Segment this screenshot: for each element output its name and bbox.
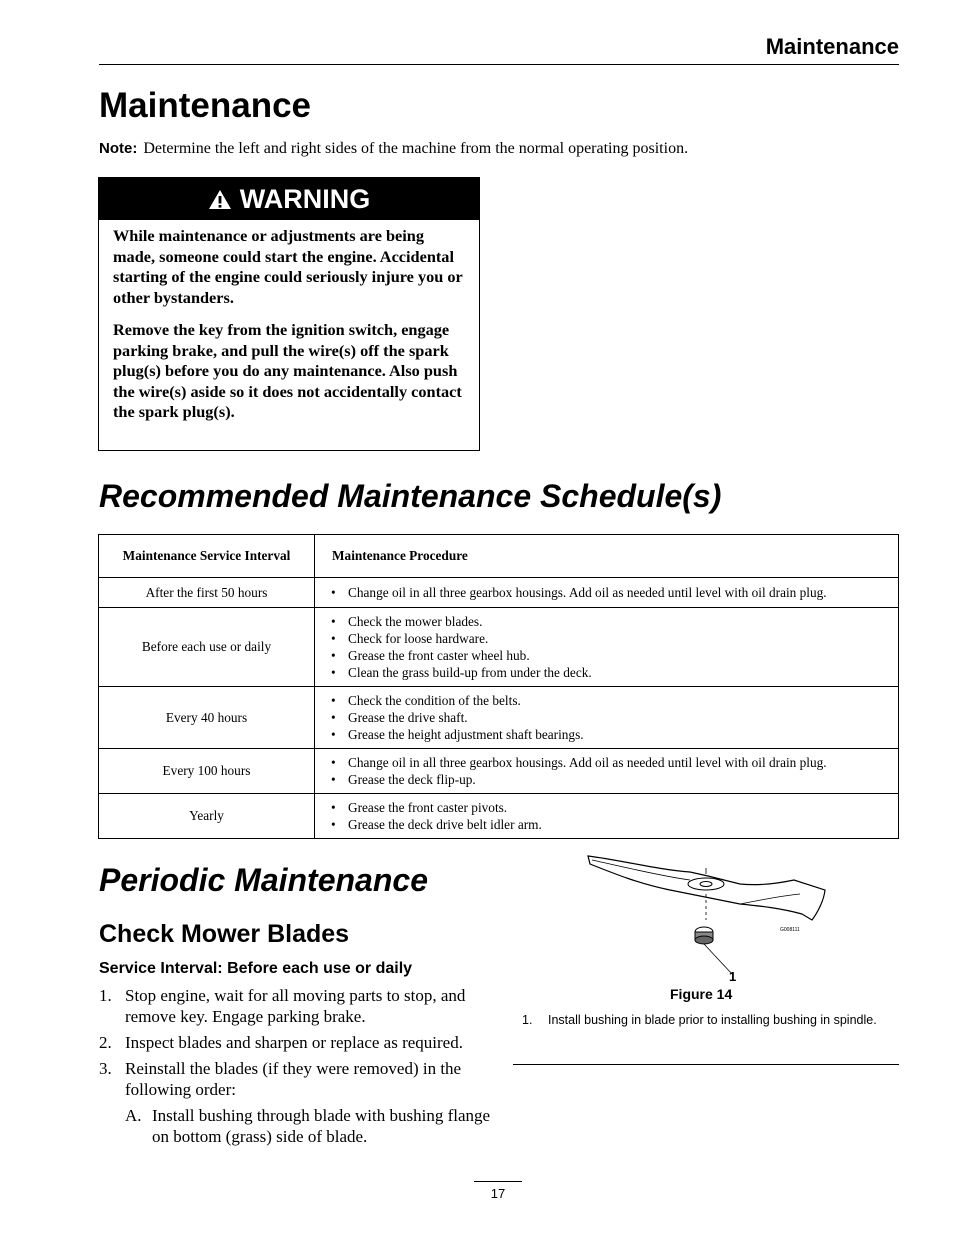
step-number: 2.: [99, 1033, 112, 1052]
art-code: G008111: [780, 927, 800, 933]
warning-paragraph: Remove the key from the ignition switch, engage parking brake, and pull the wire(s) off the spark plug(s) before you do any maintenance. Also push the wire(s) aside so it does not accidentally contact the spark plug(s).: [113, 320, 462, 421]
warning-title: WARNING: [239, 183, 371, 214]
page-number: 17: [490, 1186, 506, 1201]
step-number: 3.: [99, 1059, 112, 1078]
procedure-item: • Check the mower blades.: [331, 613, 892, 630]
interval-cell: Yearly: [99, 794, 315, 839]
column-header-procedure: Maintenance Procedure: [315, 535, 899, 578]
procedure-item: • Change oil in all three gearbox housings. Add oil as needed until level with oil drain plug.: [331, 584, 892, 601]
procedure-cell: [315, 687, 899, 749]
procedure-cell: [315, 794, 899, 839]
table-row: [99, 749, 899, 794]
procedure-item: • Change oil in all three gearbox housings. Add oil as needed until level with oil drain plug.: [331, 754, 892, 771]
header-rule: [99, 64, 899, 65]
figure-callout: 1: [729, 969, 737, 984]
check-mower-blades-heading: Check Mower Blades: [99, 920, 350, 948]
warning-box: [98, 177, 480, 451]
step-number: 1.: [99, 986, 112, 1005]
procedure-item: • Check the condition of the belts.: [331, 692, 892, 709]
procedure-item: • Grease the drive shaft.: [331, 709, 892, 726]
interval-cell: Before each use or daily: [99, 608, 315, 687]
substep-item: [125, 1105, 494, 1147]
service-interval: Service Interval: Before each use or daily: [99, 960, 413, 977]
substeps: [125, 1105, 494, 1147]
footer-rule: [474, 1181, 522, 1182]
procedure-item: • Grease the deck drive belt idler arm.: [331, 816, 892, 833]
figure-rule: [513, 1064, 899, 1065]
running-header: Maintenance: [765, 34, 899, 59]
procedure-cell: [315, 608, 899, 687]
table-row: [99, 608, 899, 687]
table-header-row: [99, 535, 899, 578]
legend-number: 1.: [522, 1013, 533, 1027]
maintenance-schedule-table: [98, 534, 899, 839]
figure-legend-item: [522, 1013, 882, 1028]
procedure-item: • Clean the grass build-up from under the deck.: [331, 664, 892, 681]
substep-text: Install bushing through blade with bushing flange on bottom (grass) side of blade.: [152, 1106, 491, 1146]
step-text: Stop engine, wait for all moving parts to stop, and remove key. Engage parking brake.: [125, 986, 466, 1026]
warning-paragraph: While maintenance or adjustments are being made, someone could start the engine. Accidental starting of the engine could seriously injure you or other bystanders.: [113, 226, 463, 307]
warning-header: [99, 178, 479, 220]
table-row: [99, 578, 899, 608]
procedure-steps: [99, 985, 494, 1152]
schedule-heading: Recommended Maintenance Schedule(s): [99, 478, 722, 514]
procedure-cell: [315, 578, 899, 608]
interval-cell: Every 100 hours: [99, 749, 315, 794]
procedure-item: • Grease the front caster wheel hub.: [331, 647, 892, 664]
table-row: [99, 794, 899, 839]
step-item: [99, 985, 494, 1027]
warning-body: [99, 220, 479, 423]
mower-blade-illustration: [580, 850, 840, 982]
procedure-item: • Grease the front caster pivots.: [331, 799, 892, 816]
table-row: [99, 687, 899, 749]
step-item: [99, 1032, 494, 1053]
periodic-maintenance-heading: Periodic Maintenance: [99, 862, 428, 898]
interval-cell: After the first 50 hours: [99, 578, 315, 608]
procedure-cell: [315, 749, 899, 794]
column-header-interval: Maintenance Service Interval: [99, 535, 315, 578]
interval-cell: Every 40 hours: [99, 687, 315, 749]
procedure-item: • Check for loose hardware.: [331, 630, 892, 647]
figure-caption: Figure 14: [670, 986, 733, 1002]
step-text: Inspect blades and sharpen or replace as required.: [125, 1033, 463, 1052]
procedure-item: • Grease the height adjustment shaft bearings.: [331, 726, 892, 743]
procedure-item: • Grease the deck flip-up.: [331, 771, 892, 788]
page-title: Maintenance: [99, 86, 311, 125]
note-label: Note:: [99, 140, 138, 157]
legend-text: Install bushing in blade prior to installing bushing in spindle.: [548, 1013, 877, 1027]
step-item: [99, 1058, 494, 1147]
substep-letter: A.: [125, 1106, 142, 1125]
note: [99, 140, 688, 158]
note-text: Determine the left and right sides of the machine from the normal operating position.: [143, 140, 689, 157]
step-text: Reinstall the blades (if they were removed) in the following order:: [125, 1059, 462, 1099]
warning-triangle-icon: [208, 189, 232, 210]
